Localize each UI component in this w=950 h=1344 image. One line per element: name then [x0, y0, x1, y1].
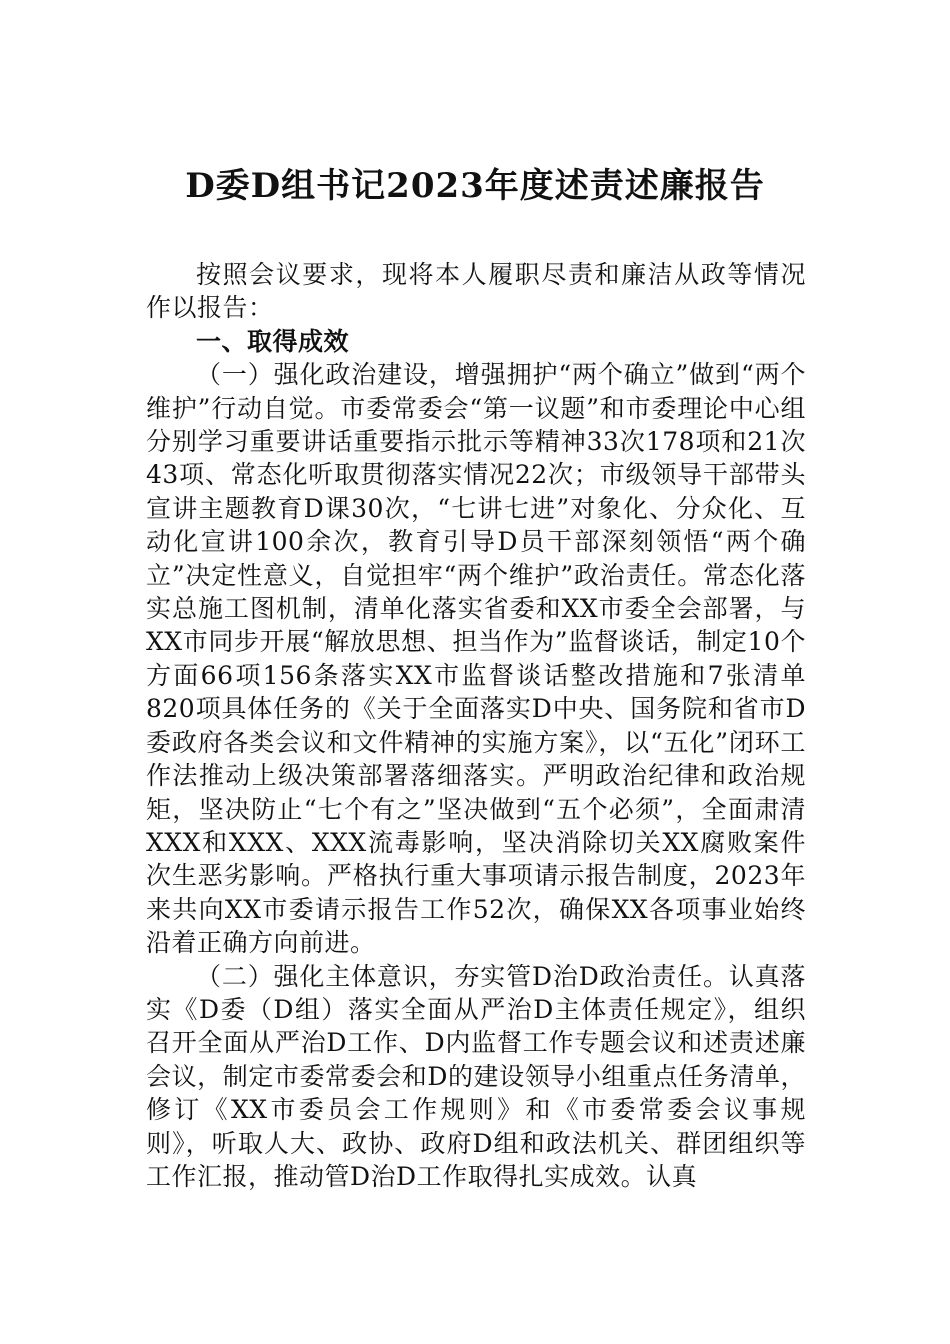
paragraph-2: （二）强化主体意识，夯实管D治D政治责任。认真落实《D委（D组）落实全面从严治D主体责任规定》，组织召开全面从严治D工作、D内监督工作专题会议和述责述廉会议，制定市委常委会和D的建设领导小组重点任务清单，修订《XX市委员会工作规则》和《市委常委会议事规则》，听取人大、政协、政府D组和政法机关、群团组织等工作汇报，推动管D治D工作取得扎实成效。认真: [146, 961, 806, 1191]
section-heading: 一、取得成效: [196, 326, 350, 356]
document-title: D委D组书记2023年度述责述廉报告: [185, 166, 765, 206]
document-body: [146, 258, 806, 1193]
paragraph-1: （一）强化政治建设，增强拥护“两个确立”做到“两个维护”行动自觉。市委常委会“第一议题”和市委理论中心组分别学习重要讲话重要指示批示等精神33次178项和21次43项、常态化听取贯彻落实情况22次；市级领导干部带头宣讲主题教育D课30次，“七讲七进”对象化、分众化、互动化宣讲100余次，教育引导D员干部深刻领悟“两个确立”决定性意义，自觉担牢“两个维护”政治责任。常态化落实总施工图机制，清单化落实省委和XX市委全会部署，与XX市同步开展“解放思想、担当作为”监督谈话，制定10个方面66项156条落实XX市监督谈话整改措施和7张清单820项具体任务的《关于全面落实D中央、国务院和省市D委政府各类会议和文件精神的实施方案》，以“五化”闭环工作法推动上级决策部署落细落实。严明政治纪律和政治规矩，坚决防止“七个有之”坚决做到“五个必须”，全面肃清XXX和XXX、XXX流毒影响，坚决消除切关XX腐败案件次生恶劣影响。严格执行重大事项请示报告制度，2023年来共向XX市委请示报告工作52次，确保XX各项事业始终沿着正确方向前进。: [146, 360, 806, 958]
intro-paragraph: 按照会议要求，现将本人履职尽责和廉洁从政等情况作以报告：: [146, 260, 806, 323]
